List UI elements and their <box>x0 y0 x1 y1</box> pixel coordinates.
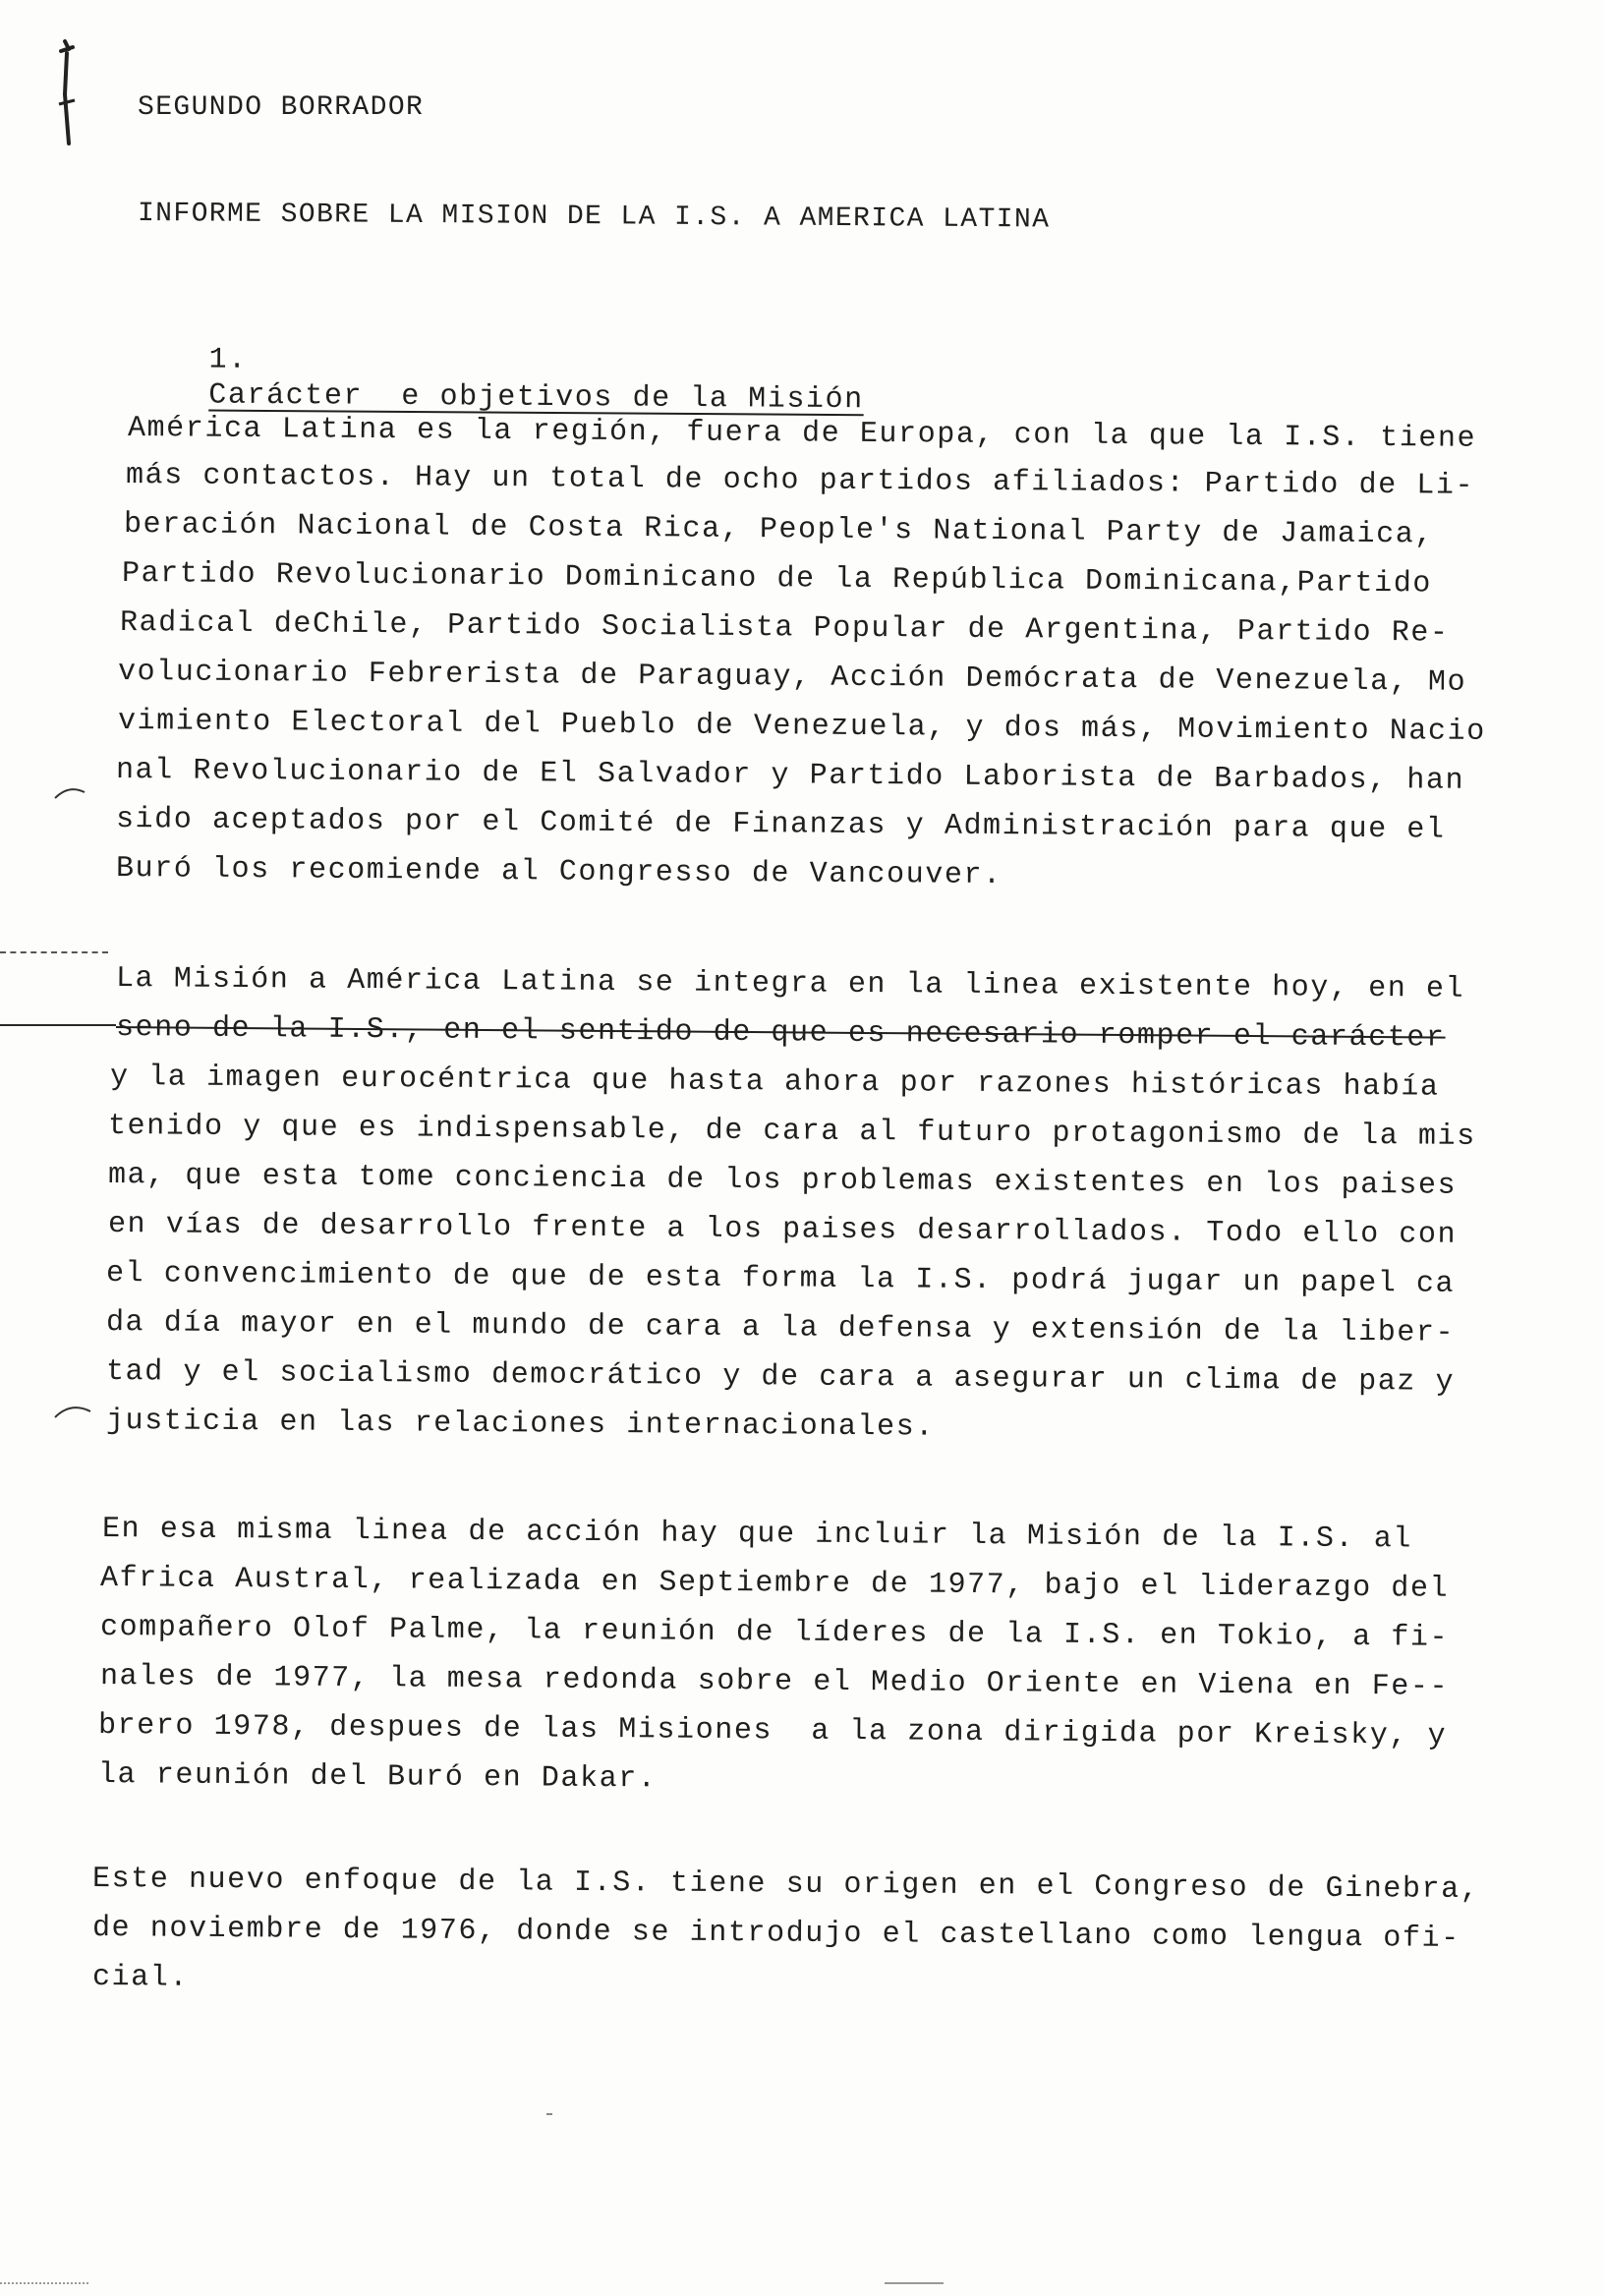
section-heading-text: Carácter e objetivos de la Misión <box>208 378 864 418</box>
paragraph-2-line-9: tad y el socialismo democrático y de cara a asegurar un clima de paz y <box>105 1355 1456 1400</box>
paragraph-4-line-2: de noviembre de 1976, donde se introdujo el castellano como lengua ofi- <box>91 1912 1461 1956</box>
report-title: INFORME SOBRE LA MISION DE LA I.S. A AMERICA LATINA <box>137 199 1051 236</box>
paragraph-2-line-2-struck: seno de la I.S., en el sentido de que es necesario romper el carácter <box>115 1011 1446 1056</box>
margin-tick-1 <box>51 782 90 802</box>
paragraph-1-line-4: Partido Revolucionario Dominicano de la República Dominicana,Partido <box>121 557 1433 602</box>
paragraph-2-line-4: tenido y que es indispensable, de cara al futuro protagonismo de la mis <box>107 1110 1476 1154</box>
paragraph-3-line-6: la reunión del Buró en Dakar. <box>97 1758 658 1797</box>
scan-speck <box>885 2282 944 2284</box>
paragraph-3-line-3: compañero Olof Palme, la reunión de líderes de la I.S. en Tokio, a fi- <box>99 1611 1450 1655</box>
paragraph-1-line-10: Buró los recomiende al Congresso de Vancouver. <box>115 852 1002 893</box>
margin-tick-2 <box>51 1400 94 1421</box>
paragraph-3-line-2: Africa Austral, realizada en Septiembre de 1977, bajo el liderazgo del <box>99 1562 1450 1606</box>
paragraph-3-line-5: brero 1978, despues de las Misiones a la zona dirigida por Kreisky, y <box>97 1709 1448 1753</box>
paragraph-3-line-4: nales de 1977, la mesa redonda sobre el Medio Oriente en Viena en Fe-- <box>99 1660 1450 1704</box>
paragraph-4-line-1: Este nuevo enfoque de la I.S. tiene su origen en el Congreso de Ginebra, <box>91 1863 1480 1908</box>
paragraph-2-line-1: La Misión a América Latina se integra en la linea existente hoy, en el <box>115 962 1465 1006</box>
paragraph-2-line-6: en vías de desarrollo frente a los paises desarrollados. Todo ello con <box>107 1208 1458 1252</box>
scan-speck <box>0 2282 88 2284</box>
paragraph-2-line-10: justicia en las relaciones internacionales. <box>105 1405 936 1445</box>
paragraph-1-line-7: vimiento Electoral del Pueblo de Venezuela, y dos más, Movimiento Nacio <box>117 705 1486 749</box>
paragraph-2-line-5: ma, que esta tome conciencia de los problemas existentes en los paises <box>107 1159 1458 1203</box>
paragraph-2-line-8: da día mayor en el mundo de cara a la defensa y extensión de la liber- <box>105 1306 1456 1350</box>
strike-through-rule <box>0 1024 116 1026</box>
margin-dash-rule <box>0 951 108 953</box>
section-number: 1. <box>208 343 248 377</box>
paragraph-4-line-3: cial. <box>91 1961 190 1995</box>
paragraph-2-line-7: el convencimiento de que de esta forma la I.S. podrá jugar un papel ca <box>105 1257 1456 1301</box>
paragraph-1-line-8: nal Revolucionario de El Salvador y Partido Laborista de Barbados, han <box>115 754 1465 798</box>
paragraph-3-line-1: En esa misma linea de acción hay que incluir la Misión de la I.S. al <box>101 1513 1413 1557</box>
paragraph-1-line-9: sido aceptados por el Comité de Finanzas y Administración para que el <box>115 803 1446 847</box>
paragraph-1-line-3: beración Nacional de Costa Rica, People's National Party de Jamaica, <box>123 508 1435 552</box>
paragraph-2-line-3: y la imagen eurocéntrica que hasta ahora por razones históricas había <box>109 1061 1440 1105</box>
paragraph-1-line-5: Radical deChile, Partido Socialista Popular de Argentina, Partido Re- <box>119 606 1450 651</box>
pen-mark-top-left <box>47 35 86 153</box>
paragraph-1-line-2: más contactos. Hay un total de ocho partidos afiliados: Partido de Li- <box>125 459 1475 503</box>
paragraph-1-line-6: volucionario Febrerista de Paraguay, Acción Demócrata de Venezuela, Mo <box>117 656 1467 700</box>
paragraph-1-line-1: América Latina es la región, fuera de Europa, con la que la I.S. tiene <box>127 412 1477 456</box>
scan-speck <box>546 2113 552 2115</box>
draft-label: SEGUNDO BORRADOR <box>138 92 425 123</box>
